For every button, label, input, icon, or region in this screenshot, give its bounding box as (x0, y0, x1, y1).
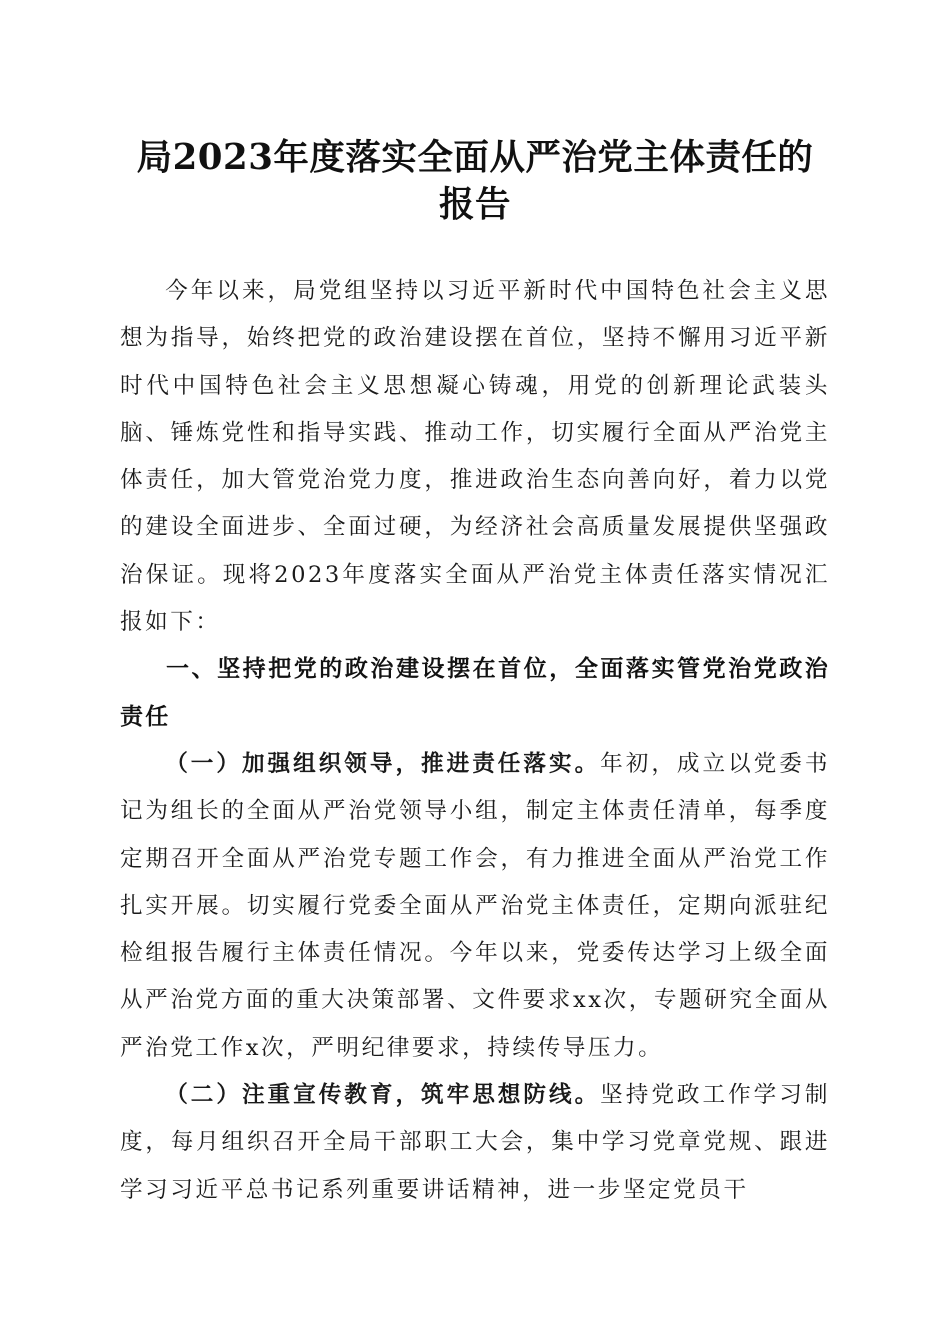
section-heading: 一、坚持把党的政治建设摆在首位，全面落实管党治党政治责任 (120, 656, 830, 730)
subsection-text-2: 坚持党政工作学习制度，每月组织召开全局干部职工大会，集中学习党章党规、跟进学习习近平总书记系列重要讲话精神，进一步坚定党员干 (120, 1082, 830, 1203)
document-body (120, 268, 830, 1214)
subsection-lead-2: （二）注重宣传教育，筑牢思想防线。 (165, 1082, 601, 1109)
subsection-lead-1: （一）加强组织领导，推进责任落实。 (165, 750, 601, 777)
subsection-paragraph-2 (120, 1072, 830, 1214)
subsection-text-1: 年初，成立以党委书记为组长的全面从严治党领导小组，制定主体责任清单，每季度定期召开全面从严治党专题工作会，有力推进全面从严治党工作扎实开展。切实履行党委全面从严治党主体责任，定期向派驻纪检组报告履行主体责任情况。今年以来，党委传达学习上级全面从严治党方面的重大决策部署、文件要求xx次，专题研究全面从严治党工作x次，严明纪律要求，持续传导压力。 (120, 750, 830, 1061)
intro-paragraph: 今年以来，局党组坚持以习近平新时代中国特色社会主义思想为指导，始终把党的政治建设摆在首位，坚持不懈用习近平新时代中国特色社会主义思想凝心铸魂，用党的创新理论武装头脑、锤炼党性和指导实践、推动工作，切实履行全面从严治党主体责任，加大管党治党力度，推进政治生态向善向好，着力以党的建设全面进步、全面过硬，为经济社会高质量发展提供坚强政治保证。现将2023年度落实全面从严治党主体责任落实情况汇报如下： (120, 278, 830, 636)
subsection-paragraph-1 (120, 741, 830, 1072)
document-title: 局2023年度落实全面从严治党主体责任的报告 (136, 137, 814, 225)
